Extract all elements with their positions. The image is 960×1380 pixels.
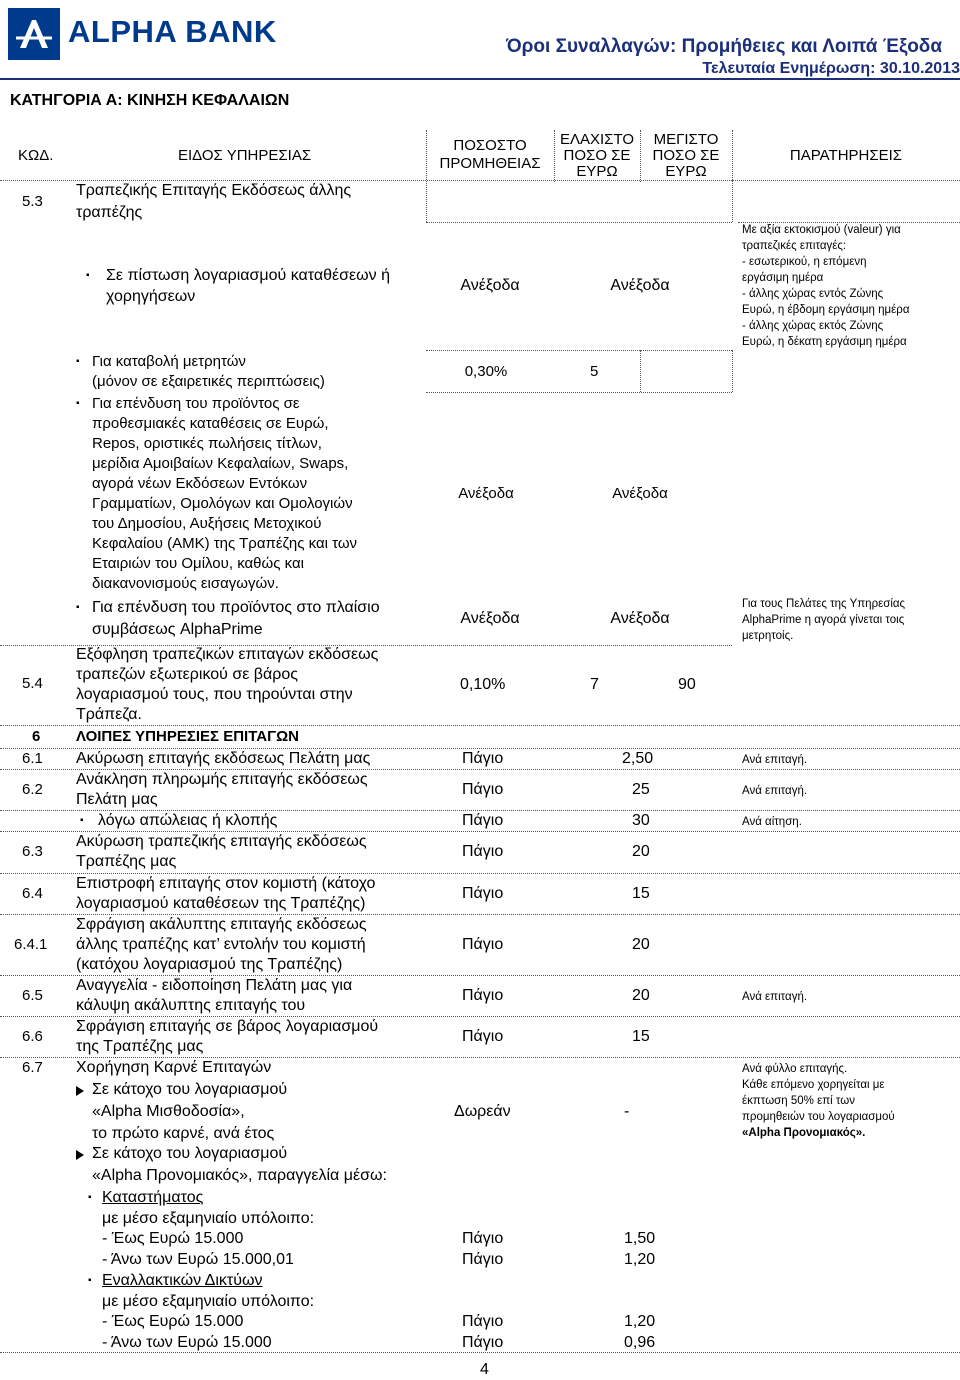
tier-label: - Έως Ευρώ 15.000 [102,1313,244,1330]
header-divider [0,78,960,80]
sub-desc-line: Σε κάτοχο του λογαριασμού [92,1145,288,1162]
row-code: 6.3 [22,843,43,860]
bullet-text: Για καταβολή μετρητών [92,353,246,370]
bullet-text: χορηγήσεων [106,288,196,305]
bullet-text: συμβάσεως AlphaPrime [92,621,263,638]
note-line: εργάσιμη ημέρα [742,272,824,284]
row-desc-line: λογαριασμού τους, που τηρούνται στην [76,686,353,703]
note-line: μετρητοίς. [742,630,794,642]
row-code: 6.6 [22,1028,43,1045]
row-title-line: τραπέζης [76,204,143,221]
row-desc: λόγω απώλειας ή κλοπής [98,812,278,829]
col-pct-header-1: ΠΟΣΟΣΤΟ [453,137,527,154]
col-max-header-2: ΠΟΣΟ ΣΕ [652,147,720,164]
cell-pct: Ανέξοδα [460,610,520,627]
bullet-icon: ▪ [88,1192,92,1203]
bullet-icon: ▪ [76,602,80,613]
bullet-text: (μόνον σε εξαιρετικές περιπτώσεις) [92,373,325,390]
cell-amount: 0,96 [624,1334,656,1351]
row-desc-line: Ανάκληση πληρωμής επιταγής εκδόσεως [76,771,368,788]
note-line: Ευρώ, η έβδομη εργάσιμη ημέρα [742,304,910,316]
cell-min: 5 [590,363,599,380]
row-code: 6.4.1 [14,936,48,953]
col-max-header-1: ΜΕΓΙΣΤΟ [653,131,719,148]
row-code: 6.5 [22,987,43,1004]
note-line: έκπτωση 50% επί των [742,1095,855,1107]
row-desc-line: Τράπεζα. [76,706,142,723]
triangle-bullet-icon [76,1150,84,1160]
col-notes-header: ΠΑΡΑΤΗΡΗΣΕΙΣ [789,147,903,164]
bullet-text: προθεσμιακές καταθέσεις σε Ευρώ, [92,415,329,432]
cell-minmax: Ανέξοδα [610,277,670,294]
sub-desc-line: Σε κάτοχο του λογαριασμού [92,1081,288,1098]
note-line: προμηθειών του λογαριασμού [742,1111,895,1123]
bullet-text: διακανονισμούς εισαγωγών. [92,575,279,592]
row-code: 5.3 [22,193,43,210]
row-desc-line: Ακύρωση τραπεζικής επιταγής εκδόσεως [76,833,367,850]
cell-pct: 0,30% [464,363,508,380]
category-title: ΚΑΤΗΓΟΡΙΑ Α: ΚΙΝΗΣΗ ΚΕΦΑΛΑΙΩΝ [10,92,290,109]
note-line: Με αξία εκτοκισμού (valeur) για [742,224,901,236]
cell-type: Πάγιο [462,750,504,767]
col-code-header: ΚΩΔ. [18,147,54,164]
tier-label: - Άνω των Ευρώ 15.000 [102,1334,272,1351]
section-title: ΛΟΙΠΕΣ ΥΠΗΡΕΣΙΕΣ ΕΠΙΤΑΓΩΝ [76,728,299,745]
cell-amount: 30 [632,812,650,829]
cell-amount: 20 [632,987,650,1004]
cell-type: Πάγιο [462,843,504,860]
row-desc-line: (κατόχου λογαριασμού της Τραπέζης) [76,956,343,973]
row-desc-line: της Τραπέζης μας [76,1038,204,1055]
cell-type: Πάγιο [462,1028,504,1045]
bullet-icon: ▪ [88,1275,92,1286]
cell-pct: Ανέξοδα [460,277,520,294]
tier-label: - Άνω των Ευρώ 15.000,01 [102,1251,294,1268]
bullet-text: του Δημοσίου, Αυξήσεις Μετοχικού [92,515,322,532]
row-desc-line: Αναγγελία - ειδοποίηση Πελάτη μας για [76,977,353,994]
bullet-text: Εταιριών του Ομίλου, καθώς και [92,555,304,572]
row-desc-line: Σφράγιση ακάλυπτης επιταγής εκδόσεως [76,916,367,933]
page-number: 4 [480,1361,489,1378]
note-line: Για τους Πελάτες της Υπηρεσίας [742,598,906,610]
bullet-icon: ▪ [80,815,84,826]
cell-type: Πάγιο [462,885,504,902]
channel-sub: με μέσο εξαμηνιαίο υπόλοιπο: [102,1210,315,1227]
cell-note: Ανά επιταγή. [742,991,808,1003]
note-line: - άλλης χώρας εντός Ζώνης [742,288,884,300]
cell-max: 90 [678,676,696,693]
col-min-header-2: ΠΟΣΟ ΣΕ [563,147,631,164]
col-max-header-3: ΕΥΡΩ [665,163,707,180]
row-code: 6.2 [22,781,43,798]
sub-desc-line: «Alpha Μισθοδοσία», [92,1103,245,1120]
col-pct-header-2: ΠΡΟΜΗΘΕΙΑΣ [439,155,541,172]
tier-label: - Έως Ευρώ 15.000 [102,1230,244,1247]
bullet-text: Repos, οριστικές πωλήσεις τίτλων, [92,435,322,452]
cell-minmax: Ανέξοδα [610,610,670,627]
cell-amount: 25 [632,781,650,798]
note-line: - άλλης χώρας εκτός Ζώνης [742,320,884,332]
cell-amount: 20 [632,936,650,953]
row-desc-line: άλλης τραπέζης κατ’ εντολήν του κομιστή [76,936,366,953]
cell-type: Πάγιο [462,936,504,953]
page-title: Όροι Συναλλαγών: Προμήθειες και Λοιπά Έξοδα [506,36,942,57]
cell-amount: 1,20 [624,1313,656,1330]
bullet-icon: ▪ [86,270,90,281]
note-line: AlphaPrime η αγορά γίνεται τοις [742,614,905,626]
cell-amount: - [624,1103,630,1120]
row-desc-line: Τραπέζης μας [76,853,177,870]
cell-amount: 20 [632,843,650,860]
sub-desc-line: «Alpha Προνομιακός», παραγγελία μέσω: [92,1167,387,1184]
cell-amount: 1,20 [624,1251,656,1268]
row-code: 6.1 [22,750,43,767]
triangle-bullet-icon [76,1086,84,1096]
cell-type: Πάγιο [462,1313,504,1330]
cell-minmax: Ανέξοδα [612,485,668,502]
cell-type: Πάγιο [462,1230,504,1247]
alpha-bank-logo-icon [8,8,60,60]
note-line: Ευρώ, η δέκατη εργάσιμη ημέρα [742,336,907,348]
row-desc-line: Πελάτη μας [76,791,158,808]
bullet-text: Σε πίστωση λογαριασμού καταθέσεων ή [106,267,391,284]
note-line: τραπεζικές επιταγές: [742,240,847,252]
note-line-bold: «Alpha Προνομιακός». [742,1127,866,1139]
channel-sub: με μέσο εξαμηνιαίο υπόλοιπο: [102,1293,315,1310]
cell-note: Ανά φύλλο επιταγής. [742,1063,848,1075]
row-title-line: Τραπεζικής Επιταγής Εκδόσεως άλλης [76,182,352,199]
bullet-text: Για επένδυση του προϊόντος στο πλαίσιο [92,599,380,616]
row-desc-line: λογαριασμού καταθέσεων της Τραπέζης) [76,895,366,912]
row-desc-line: Σφράγιση επιταγής σε βάρος λογαριασμού [76,1018,379,1035]
channel-shops: Καταστήματος [102,1189,204,1206]
bullet-text: αγορά νέων Εκδόσεων Εντόκων [92,475,308,492]
row-desc: Ακύρωση επιταγής εκδόσεως Πελάτη μας [76,750,371,767]
row-code: 6.7 [22,1059,43,1076]
brand-name: ALPHA BANK [68,14,277,49]
channel-alt: Εναλλακτικών Δικτύων [102,1272,263,1289]
bullet-text: μερίδια Αμοιβαίων Κεφαλαίων, Swaps, [92,455,349,472]
cell-type: Πάγιο [462,781,504,798]
note-line: Κάθε επόμενο χορηγείται με [742,1079,885,1091]
row-code: 5.4 [22,675,43,692]
bullet-text: Γραμματίων, Ομολόγων και Ομολογιών [92,495,353,512]
row-desc-line: κάλυψη ακάλυπτης επιταγής του [76,997,306,1014]
cell-amount: 1,50 [624,1230,656,1247]
sub-desc-line: το πρώτο καρνέ, ανά έτος [92,1125,275,1142]
cell-note: Ανά αίτηση. [742,816,802,828]
note-line: - εσωτερικού, η επόμενη [742,256,867,268]
cell-pct: 0,10% [460,676,506,693]
row-desc-line: τραπεζών εξωτερικού σε βάρος [76,666,298,683]
last-updated: Τελευταία Ενημέρωση: 30.10.2013 [702,60,960,77]
bullet-icon: ▪ [76,356,80,367]
cell-note: Ανά επιταγή. [742,785,808,797]
cell-amount: 15 [632,1028,650,1045]
bullet-text: Κεφαλαίου (ΑΜΚ) της Τραπέζης και των [92,535,358,552]
row-desc-line: Εξόφληση τραπεζικών επιταγών εκδόσεως [76,646,379,663]
row-desc-line: Επιστροφή επιταγής στον κομιστή (κάτοχο [76,875,376,892]
row-desc: Χορήγηση Καρνέ Επιταγών [76,1059,272,1076]
cell-note: Ανά επιταγή. [742,754,808,766]
cell-amount: 15 [632,885,650,902]
cell-type: Πάγιο [462,1334,504,1351]
bullet-icon: ▪ [76,398,80,409]
cell-min: 7 [590,676,599,693]
col-min-header-3: ΕΥΡΩ [576,163,618,180]
col-min-header-1: ΕΛΑΧΙΣΤΟ [559,131,635,148]
cell-type: Πάγιο [462,987,504,1004]
cell-type: Πάγιο [462,812,504,829]
cell-amount: 2,50 [622,750,654,767]
cell-type: Πάγιο [462,1251,504,1268]
cell-pct: Ανέξοδα [458,485,514,502]
cell-type: Δωρεάν [454,1103,511,1120]
row-code: 6.4 [22,885,43,902]
col-service-header: ΕΙΔΟΣ ΥΠΗΡΕΣΙΑΣ [178,147,312,164]
bullet-text: Για επένδυση του προϊόντος σε [92,395,300,412]
section-code: 6 [32,728,41,745]
